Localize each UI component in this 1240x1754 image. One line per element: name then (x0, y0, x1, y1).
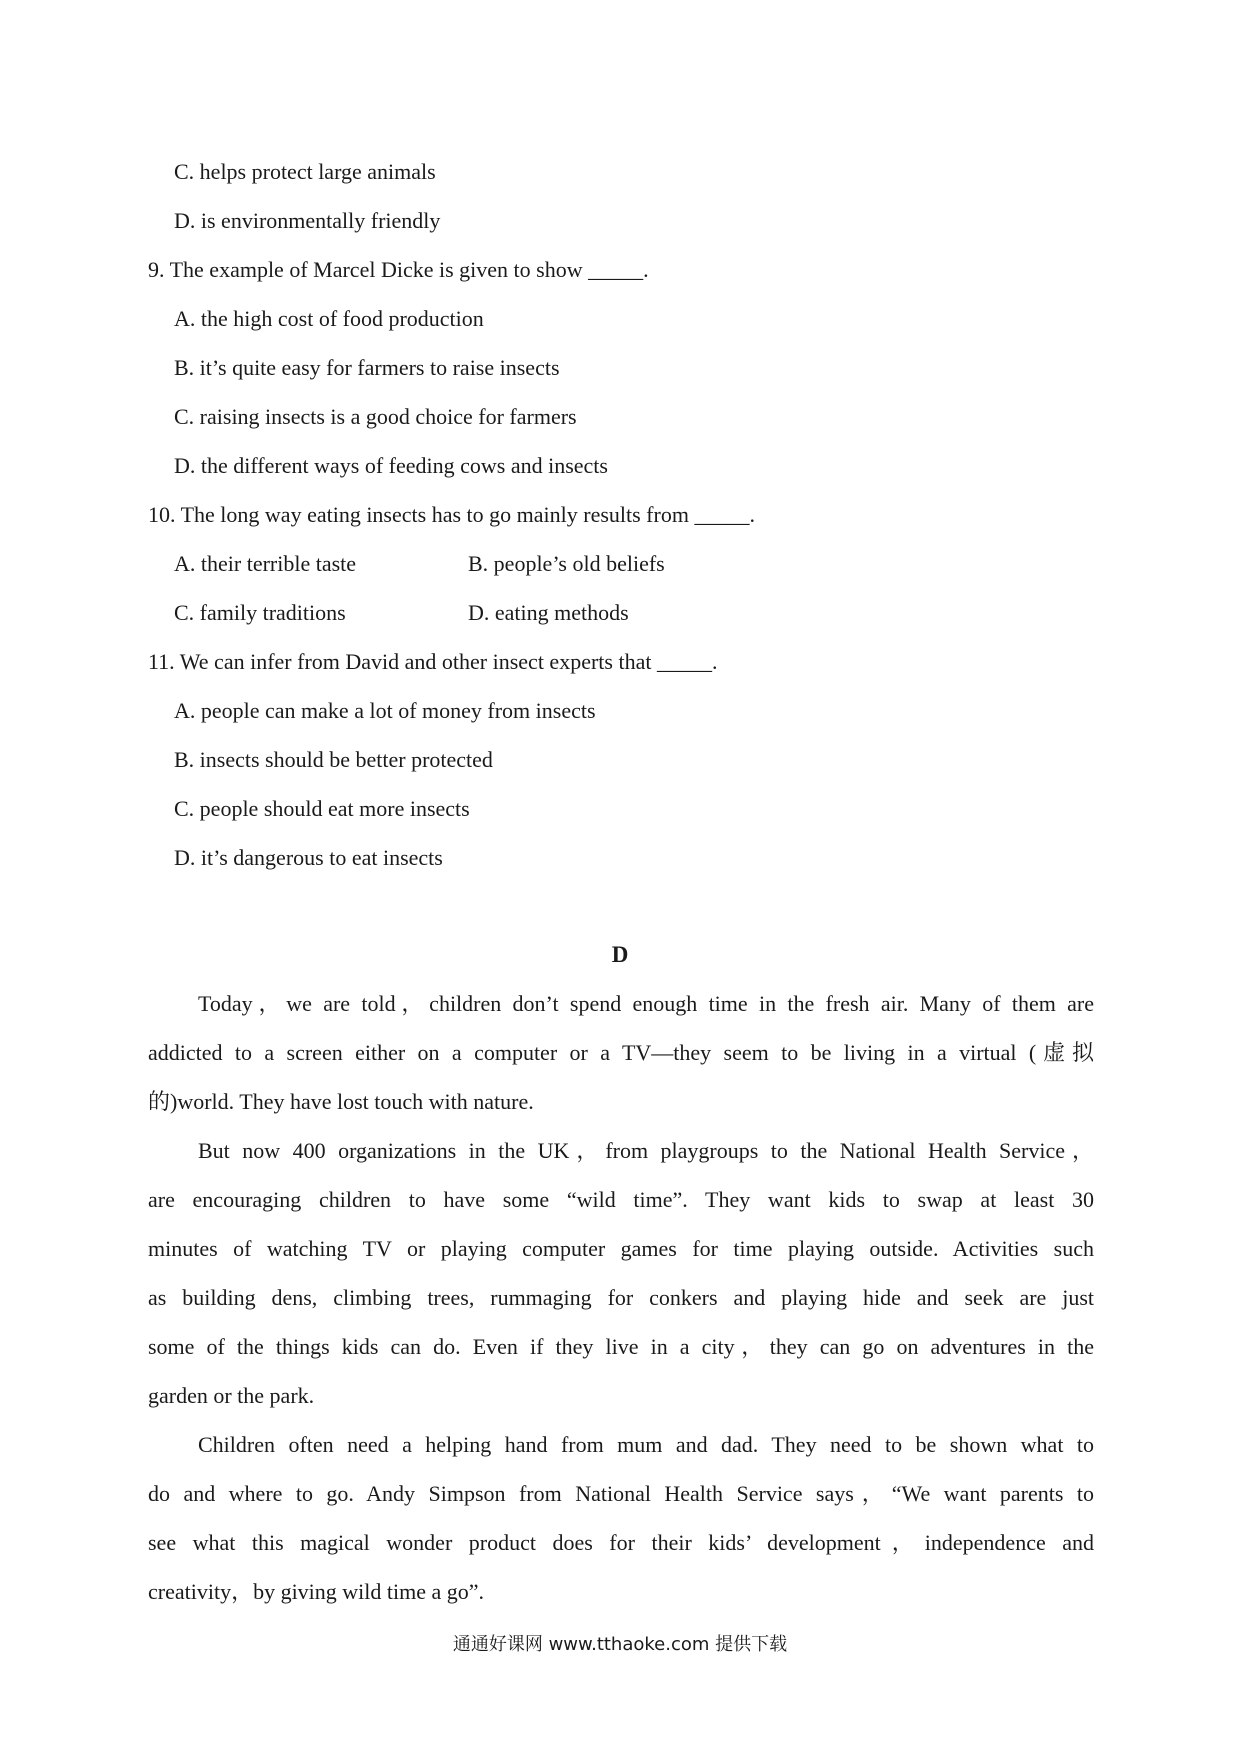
paragraph-1-line-2: addicted to a screen either on a computer or a TV—they seem to be living in a virtual (虚拟 (148, 1040, 1094, 1065)
paragraph-1-line-3: 的)world. They have lost touch with nature. (148, 1089, 534, 1114)
q10-option-a: A. their terrible taste (174, 551, 357, 576)
q11-option-a: A. people can make a lot of money from insects (174, 698, 596, 723)
q9-stem: 9. The example of Marcel Dicke is given to show _____. (148, 257, 649, 282)
q8-option-c: C. helps protect large animals (174, 159, 436, 184)
q9-option-b: B. it’s quite easy for farmers to raise insects (174, 355, 560, 380)
paragraph-3-line-4: creativity，by giving wild time a go”. (148, 1579, 485, 1604)
q11-stem: 11. We can infer from David and other insect experts that _____. (148, 649, 718, 674)
q11-option-b: B. insects should be better protected (174, 747, 493, 772)
q10-option-d: D. eating methods (468, 600, 629, 625)
paragraph-2-line-4: as building dens, climbing trees, rummaging for conkers and playing hide and seek are just (148, 1285, 1094, 1310)
q10-option-b: B. people’s old beliefs (468, 551, 665, 576)
q11-option-d: D. it’s dangerous to eat insects (174, 845, 443, 870)
paragraph-2-line-6: garden or the park. (148, 1383, 315, 1408)
paragraph-2-line-2: are encouraging children to have some “wild time”. They want kids to swap at least 30 (148, 1187, 1094, 1212)
paragraph-2-line-1: But now 400 organizations in the UK，from playgroups to the National Health Service， (198, 1138, 1094, 1163)
q10-option-c: C. family traditions (174, 600, 346, 625)
paragraph-3-line-3: see what this magical wonder product does for their kids’ development，independence and (148, 1530, 1094, 1555)
paragraph-2-line-3: minutes of watching TV or playing computer games for time playing outside. Activities such (148, 1236, 1094, 1261)
q8-option-d: D. is environmentally friendly (174, 208, 441, 233)
q9-option-c: C. raising insects is a good choice for farmers (174, 404, 577, 429)
q10-stem: 10. The long way eating insects has to go mainly results from _____. (148, 502, 755, 527)
page-footer: 通通好课网 www.tthaoke.com 提供下载 (452, 1634, 788, 1655)
paragraph-3-line-2: do and where to go. Andy Simpson from National Health Service says，“We want parents to (148, 1481, 1094, 1506)
paragraph-1-line-1: Today，we are told，children don’t spend enough time in the fresh air. Many of them are (198, 991, 1094, 1016)
q11-option-c: C. people should eat more insects (174, 796, 470, 821)
paragraph-2-line-5: some of the things kids can do. Even if they live in a city，they can go on adventures in the (148, 1334, 1094, 1359)
passage-title: D (611, 942, 629, 967)
paragraph-3-line-1: Children often need a helping hand from mum and dad. They need to be shown what to (198, 1432, 1094, 1457)
q9-option-d: D. the different ways of feeding cows and insects (174, 453, 608, 478)
q9-option-a: A. the high cost of food production (174, 306, 484, 331)
